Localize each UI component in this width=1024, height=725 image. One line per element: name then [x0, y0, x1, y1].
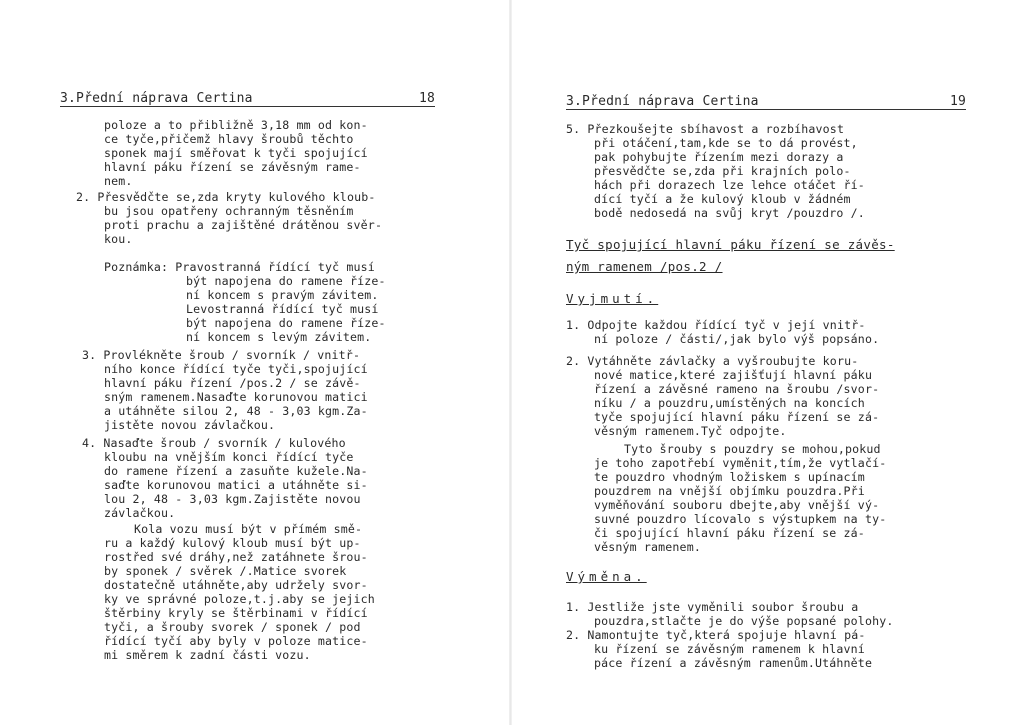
text-line: suvné pouzdro lícovalo s výstupkem na ty-: [594, 512, 887, 526]
text-line: nové matice,které zajišťují hlavní páku: [594, 368, 873, 382]
text-line: tyči, a šrouby svorek / sponek / pod: [104, 620, 361, 634]
text-line: nem.: [104, 174, 133, 188]
text-line: te pouzdro vhodným ložiskem s upínacím: [594, 470, 865, 484]
note-line: být napojena do ramene říze-: [186, 274, 386, 288]
text-line: sným ramenem.Nasaďte korunovou matici: [104, 390, 368, 404]
text-line: a utáhněte silou 2, 48 - 3,03 kgm.Za-: [104, 404, 368, 418]
text-line: 4. Nasaďte šroub / svorník / kulového: [82, 436, 346, 450]
text-line: při otáčení,tam,kde se to dá provést,: [594, 136, 858, 150]
text-line: řízení a závěsné rameno na šroubu /svor-: [594, 382, 880, 396]
text-line: ku řízení se závěsným ramenem k hlavní: [594, 642, 865, 656]
text-line: do ramene řízení a zasuňte kužele.Na-: [104, 464, 368, 478]
text-line: je toho zapotřebí vyměnit,tím,že vytlačí-: [594, 456, 887, 470]
text-line: 2. Přesvědčte se,zda kryty kulového kloub-: [76, 190, 376, 204]
text-line: řídící tyčí aby byly v poloze matice-: [104, 634, 368, 648]
left-page-header-title: 3.Přední náprava Certina: [60, 91, 253, 106]
text-line: mi směrem k zadní části vozu.: [104, 648, 311, 662]
text-line: bodě nedosedá na svůj kryt /pouzdro /.: [594, 206, 865, 220]
section-heading: Tyč spojující hlavní páku řízení se závěs-: [566, 237, 895, 252]
text-line: ní poloze / části/,jak bylo výš popsáno.: [594, 332, 880, 346]
text-line: hách při dorazech lze lehce otáčet ří-: [594, 178, 865, 192]
text-line: pak pohybujte řízením mezi dorazy a: [594, 150, 844, 164]
text-line: saďte korunovou matici a utáhněte si-: [104, 478, 368, 492]
note-line: ní koncem s pravým závitem.: [186, 288, 379, 302]
right-page-number: 19: [949, 94, 966, 109]
text-line: věsným ramenem.: [594, 540, 701, 554]
text-line: lou 2, 48 - 3,03 kgm.Zajistěte novou: [104, 492, 361, 506]
text-line: dostatečně utáhněte,aby udržely svor-: [104, 578, 368, 592]
text-line: kou.: [104, 232, 133, 246]
text-line: poloze a to přibližně 3,18 mm od kon-: [104, 118, 368, 132]
text-line: přesvědčte se,zda při krajních polo-: [594, 164, 851, 178]
left-page: [0, 0, 510, 725]
text-line: jistěte novou závlačkou.: [104, 418, 276, 432]
text-line: 2. Namontujte tyč,která spojuje hlavní pá-: [566, 628, 866, 642]
text-line: bu jsou opatřeny ochranným těsněním: [104, 204, 354, 218]
left-page-header: [60, 86, 435, 107]
text-line: níku / a pouzdru,umístěných na koncích: [594, 396, 865, 410]
right-page: [512, 0, 1024, 725]
right-page-header-title: 3.Přední náprava Certina: [566, 94, 759, 109]
note-line: Poznámka: Pravostranná řídící tyč musí: [104, 260, 375, 274]
section-heading: ným ramenem /pos.2 /: [566, 259, 723, 274]
text-line: 3. Provlékněte šroub / svorník / vnitř-: [82, 348, 361, 362]
text-line: věsným ramenem.Tyč odpojte.: [594, 424, 787, 438]
text-line: rostřed své dráhy,než zatáhnete šrou-: [104, 550, 368, 564]
note-line: ní koncem s levým závitem.: [186, 330, 372, 344]
text-line: pouzdrem na vnější objímku pouzdra.Při: [594, 484, 865, 498]
note-line: být napojena do ramene říze-: [186, 316, 386, 330]
text-line: páce řízení a závěsným ramenům.Utáhněte: [594, 656, 873, 670]
subheading-vymena: Výměna.: [566, 569, 647, 584]
text-line: sponek mají směřovat k tyči spojující: [104, 146, 368, 160]
note-line: Levostranná řídící tyč musí: [186, 302, 379, 316]
left-page-number: 18: [418, 91, 435, 106]
text-line: Kola vozu musí být v přímém smě-: [134, 522, 363, 536]
text-line: ce tyče,přičemž hlavy šroubů těchto: [104, 132, 354, 146]
text-line: ního konce řídící tyče tyči,spojující: [104, 362, 368, 376]
text-line: proti prachu a zajištěné drátěnou svěr-: [104, 218, 383, 232]
text-line: ky ve správné poloze,t.j.aby se jejich: [104, 592, 375, 606]
text-line: kloubu na vnějším konci řídící tyče: [104, 450, 354, 464]
text-line: závlačkou.: [104, 506, 176, 520]
text-line: Tyto šrouby s pouzdry se mohou,pokud: [624, 442, 881, 456]
text-line: pouzdra,stlačte je do výše popsané polohy.: [594, 614, 894, 628]
text-line: štěrbiny kryly se štěrbinami v řídící: [104, 606, 368, 620]
text-line: tyče spojující hlavní páku řízení se zá-: [594, 410, 880, 424]
text-line: dící tyčí a že kulový kloub v žádném: [594, 192, 851, 206]
text-line: 5. Přezkoušejte sbíhavost a rozbíhavost: [566, 122, 845, 136]
text-line: by sponek / svěrek /.Matice svorek: [104, 564, 347, 578]
text-line: či spojující hlavní páku řízení se zá-: [594, 526, 865, 540]
text-line: 1. Odpojte každou řídící tyč v její vnitř-: [566, 318, 866, 332]
text-line: hlavní páku řízení se závěsným rame-: [104, 160, 361, 174]
right-page-header: [566, 89, 966, 110]
text-line: vyměňování souboru dbejte,aby vnější vý-: [594, 498, 880, 512]
subheading-vyjmuti: Vyjmutí.: [566, 291, 659, 306]
text-line: ru a každý kulový kloub musí být up-: [104, 536, 361, 550]
text-line: 2. Vytáhněte závlačky a vyšroubujte koru-: [566, 354, 859, 368]
text-line: 1. Jestliže jste vyměnili soubor šroubu a: [566, 600, 859, 614]
text-line: hlavní páku řízení /pos.2 / se závě-: [104, 376, 361, 390]
